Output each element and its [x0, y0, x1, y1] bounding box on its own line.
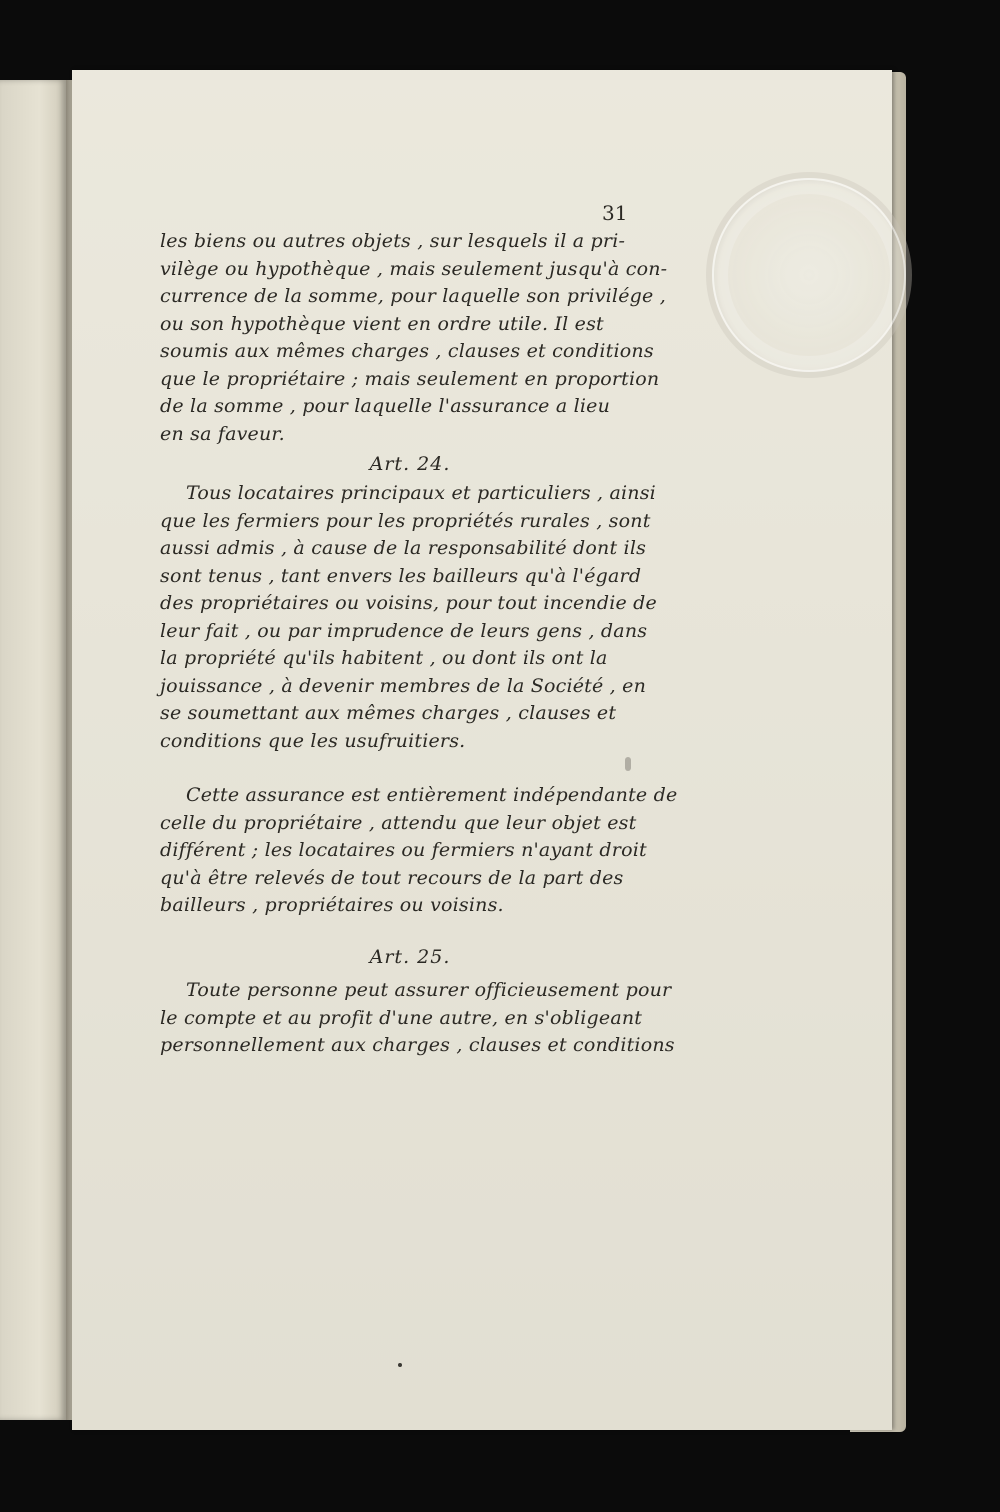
text-line: ou son hypothèque vient en ordre utile. Il est — [160, 312, 604, 335]
text-line: soumis aux mêmes charges , clauses et conditions — [160, 340, 654, 362]
text-line: les biens ou autres objets , sur lesquels il a pri- — [160, 230, 626, 252]
embossed-seal-icon — [712, 178, 906, 372]
text-line: que les fermiers pour les propriétés rurales , sont — [160, 509, 651, 532]
text-line: aussi admis , à cause de la responsabilité dont ils — [160, 537, 647, 559]
article-25-body — [160, 977, 675, 1060]
article-24-heading: Art. 24. — [369, 453, 451, 475]
text-line: conditions que les usufruitiers. — [160, 729, 466, 752]
text-line: des propriétaires ou voisins, pour tout incendie de — [160, 592, 657, 614]
text-line: personnellement aux charges , clauses et conditions — [160, 1034, 675, 1056]
text-line: qu'à être relevés de tout recours de la part des — [160, 866, 624, 889]
text-line: le compte et au profit d'une autre, en s'obligeant — [160, 1006, 643, 1029]
article-24-body — [160, 480, 660, 755]
text-line: sont tenus , tant envers les bailleurs qu'à l'égard — [160, 564, 642, 587]
text-line: leur fait , ou par imprudence de leurs gens , dans — [160, 619, 648, 642]
article-25-heading: Art. 25. — [369, 946, 451, 968]
left-page-edge — [0, 80, 66, 1420]
text-line: se soumettant aux mêmes charges , clauses et — [160, 702, 617, 724]
text-line: celle du propriétaire , attendu que leur objet est — [160, 811, 637, 834]
paragraph-continuation — [160, 228, 668, 448]
page-number: 31 — [602, 201, 628, 225]
text-line: jouissance , à devenir membres de la Société , en — [160, 674, 647, 697]
text-line: bailleurs , propriétaires ou voisins. — [160, 894, 504, 916]
text-line: différent ; les locataires ou fermiers n'ayant droit — [160, 839, 647, 861]
text-line: Toute personne peut assurer officieusement pour — [186, 979, 672, 1001]
independence-paragraph — [160, 782, 678, 920]
text-line: de la somme , pour laquelle l'assurance a lieu — [160, 395, 611, 417]
text-line: en sa faveur. — [160, 422, 285, 445]
text-line: currence de la somme, pour laquelle son privilége , — [160, 285, 666, 307]
text-line: Tous locataires principaux et particuliers , ainsi — [186, 482, 656, 504]
text-line: Cette assurance est entièrement indépendante de — [186, 784, 678, 806]
paper-dot — [398, 1363, 402, 1367]
text-line: la propriété qu'ils habitent , ou dont ils ont la — [160, 647, 608, 669]
text-line: vilège ou hypothèque , mais seulement jusqu'à con- — [160, 257, 668, 280]
text-line: que le propriétaire ; mais seulement en proportion — [160, 367, 660, 390]
paper-speck — [625, 757, 631, 771]
